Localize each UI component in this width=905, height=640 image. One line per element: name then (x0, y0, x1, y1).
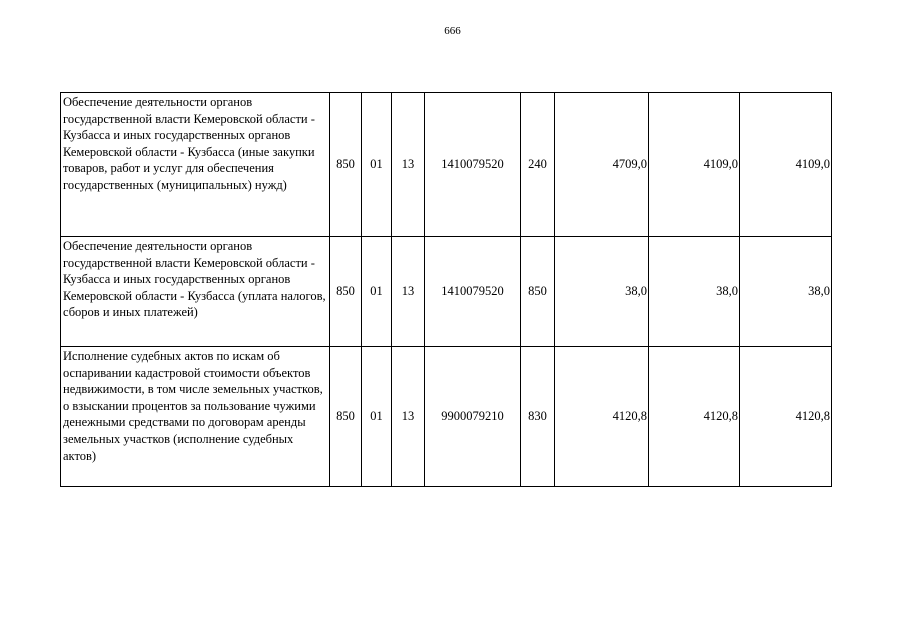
ministry-code: 850 (330, 347, 362, 487)
amount-year-3: 4120,8 (740, 347, 832, 487)
section-code: 01 (362, 93, 392, 237)
amount-year-1: 38,0 (555, 237, 649, 347)
amount-year-3: 4109,0 (740, 93, 832, 237)
amount-year-2: 4120,8 (649, 347, 740, 487)
amount-year-1: 4709,0 (555, 93, 649, 237)
section-code: 01 (362, 347, 392, 487)
amount-year-1: 4120,8 (555, 347, 649, 487)
page-number: 666 (444, 25, 461, 37)
amount-year-3: 38,0 (740, 237, 832, 347)
amount-year-2: 38,0 (649, 237, 740, 347)
target-article-code: 1410079520 (425, 237, 521, 347)
ministry-code: 850 (330, 93, 362, 237)
ministry-code: 850 (330, 237, 362, 347)
table-row (61, 237, 832, 347)
table-row (61, 93, 832, 237)
row-description: Исполнение судебных актов по искам об оспаривании кадастровой стоимости объектов недвижимости, в том числе земельных участков, о взыскании процентов за пользование чужими денежными средствами по договорам аренды земельных участков (исполнение судебных актов) (61, 347, 330, 487)
subsection-code: 13 (392, 237, 425, 347)
table-row (61, 347, 832, 487)
amount-year-2: 4109,0 (649, 93, 740, 237)
expense-type-code: 830 (521, 347, 555, 487)
row-description: Обеспечение деятельности органов государственной власти Кемеровской области - Кузбасса и иных государственных органов Кемеровской области - Кузбасса (иные закупки товаров, работ и услуг для обеспечения государственных (муниципальных) нужд) (61, 93, 330, 237)
expense-type-code: 240 (521, 93, 555, 237)
section-code: 01 (362, 237, 392, 347)
row-description: Обеспечение деятельности органов государственной власти Кемеровской области - Кузбасса и иных государственных органов Кемеровской области - Кузбасса (уплата налогов, сборов и иных платежей) (61, 237, 330, 347)
subsection-code: 13 (392, 347, 425, 487)
expense-type-code: 850 (521, 237, 555, 347)
budget-table (60, 92, 832, 487)
subsection-code: 13 (392, 93, 425, 237)
target-article-code: 1410079520 (425, 93, 521, 237)
target-article-code: 9900079210 (425, 347, 521, 487)
